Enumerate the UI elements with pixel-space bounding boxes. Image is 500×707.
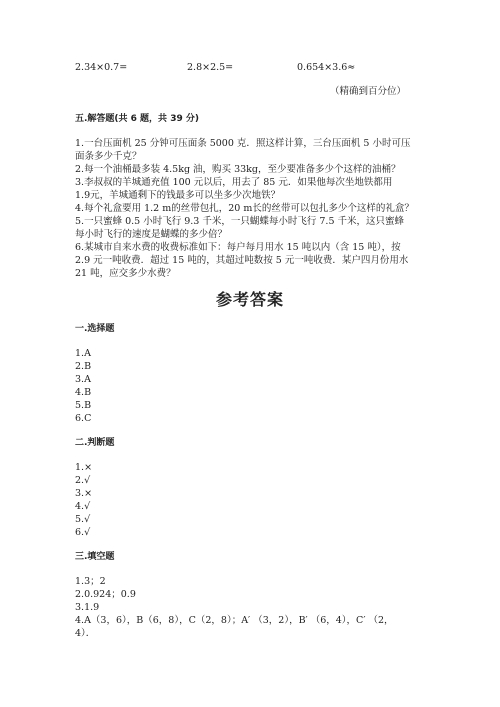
answer-item: 2.√: [75, 475, 91, 486]
answer-item: 4.√: [75, 501, 91, 512]
answer-item: 6.√: [75, 527, 91, 538]
answer-item: 3.1.9: [75, 602, 100, 613]
answer-item: 2.0.924；0.9: [75, 589, 136, 600]
calc-item-1: 2.34×0.7=: [75, 62, 128, 73]
section-heading-answer-questions: 五.解答题(共 6 题，共 39 分): [75, 114, 199, 124]
answer-item: 4）．: [75, 628, 96, 639]
calc-item-2: 2.8×2.5=: [187, 62, 234, 73]
answer-item: 5.√: [75, 514, 91, 525]
answer-item: 1.A: [75, 348, 91, 359]
answer-item: 1.×: [75, 462, 93, 473]
question-line: 4.每个礼盒要用 1.2 m的丝带包扎，20 m长的丝带可以包扎多少个这样的礼盒？: [75, 203, 414, 214]
section-heading-fill: 三.填空题: [75, 552, 115, 562]
answer-item: 3.A: [75, 374, 91, 385]
answer-item: 1.3；2: [75, 576, 106, 587]
answer-item: 3.×: [75, 488, 93, 499]
question-line: 1.一台压面机 25 分钟可压面条 5000 克．照这样计算，三台压面机 5 小时可压: [75, 138, 411, 149]
question-line: 6.某城市自来水费的收费标准如下：每户每月用水 15 吨以内（含 15 吨），按: [75, 242, 401, 253]
answer-item: 5.B: [75, 400, 92, 411]
calc-item-3: 0.654×3.6≈: [297, 62, 356, 73]
question-line: 每小时飞行的速度是蝴蝶的多少倍？: [75, 229, 228, 240]
answer-item: 4.B: [75, 387, 92, 398]
question-line: 3.李叔叔的羊城通充值 100 元以后，用去了 85 元．如果他每次坐地铁都用: [75, 177, 393, 188]
answers-title: 参考答案: [215, 290, 284, 309]
question-line: 面条多少千克？: [75, 151, 142, 162]
question-line: 2.9 元一吨收费．超过 15 吨的，其超过吨数按 5 元一吨收费．某户四月份用水: [75, 255, 409, 266]
question-line: 21 吨，应交多少水费？: [75, 268, 176, 279]
question-line: 5.一只蜜蜂 0.5 小时飞行 9.3 千米，一只蝴蝶每小时飞行 7.5 千米，这只蜜蜂: [75, 216, 405, 227]
section-heading-judge: 二.判断题: [75, 438, 115, 448]
question-line: 2.每一个油桶最多装 4.5kg 油，购买 33kg，至少要准备多少个这样的油桶？: [75, 164, 401, 175]
question-line: 1.9元，羊城通剩下的钱最多可以坐多少次地铁？: [75, 190, 281, 201]
calc-note: （精确到百分位）: [330, 86, 407, 97]
answer-item: 4.A（3，6），B（6，8），C（2，8）；A′ （3，2），B′ （6，4），C′ （2，: [75, 615, 394, 626]
section-heading-choice: 一.选择题: [75, 324, 115, 334]
answer-item: 2.B: [75, 361, 92, 372]
answer-item: 6.C: [75, 413, 92, 424]
